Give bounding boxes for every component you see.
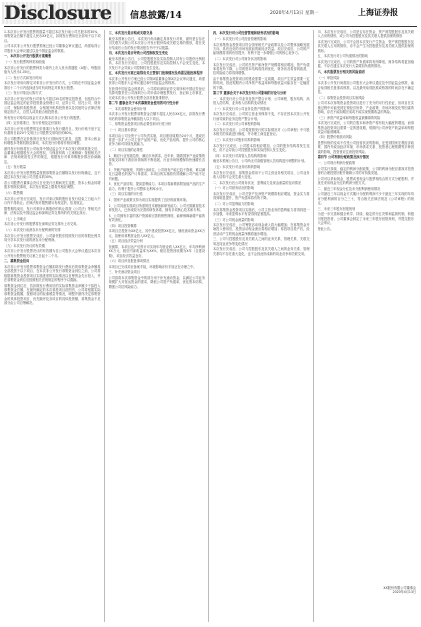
body-paragraph: 本次非公开发行股票完成后，公司新老股东按照发行后的持股比例共同分享本次发行前的滚存未分配利润。 <box>4 233 101 242</box>
body-paragraph: （三）净资产收益率和每股收益被摊薄的风险 <box>317 115 381 120</box>
body-paragraph: 公司拟将本次募集资金中的部分用于补充流动资金，以满足公司业务规模扩大对营运资金的需求，降低公司资产负债率，优化资本结构，增强公司抗风险能力。 <box>108 276 205 289</box>
body-paragraph: 一、本次发行后公司业务及资产整合计划、公司章程、股东结构、高管人员结构、业务收入结构的变动情况 <box>213 96 310 106</box>
body-paragraph: 公司可以采取现金、股票或者现金与股票相结合的方式分配股利，并优先采用现金分红的利润分配方式。 <box>317 176 414 186</box>
body-paragraph: 本次非公开发行的股票种类为境内上市人民币普通股（A股），每股面值为人民币1.00元。 <box>4 65 101 74</box>
body-paragraph: 本次非公开发行股票数量按照募集资金总额除以发行价格确定，且不超过本次发行前公司总股本的30%。 <box>4 171 101 180</box>
body-paragraph: 本次发行完成后，公司的总资产和净资产规模将相应增加，资产负债率将有所下降，公司的资本结构将得到优化，财务状况将得到改善，抗风险能力将得到增强。 <box>213 62 310 76</box>
body-paragraph: 3、公司拥有丰富的客户资源和完善的销售网络，能够保障新增产能的有效消化。 <box>108 213 205 222</box>
body-paragraph: （一）本次发行对公司业务及资产的影响 <box>213 106 270 111</box>
section-heading: 六、本次股票发行相关的风险说明 <box>317 69 365 74</box>
column-2 <box>109 30 210 622</box>
body-paragraph: （三）发行对象及认购方式 <box>4 91 42 96</box>
body-paragraph: （七）上市地点 <box>4 216 26 221</box>
notice-company: XX股份有限公司董事会 <box>383 586 416 590</box>
body-paragraph: 公司最近三年以现金方式累计分配的利润不少于最近三年实现的年均可分配利润的百分之三十，符合相关法律法规及《公司章程》的规定。 <box>317 192 414 206</box>
body-paragraph: （二）对公司盈利能力的影响 <box>213 201 254 206</box>
body-paragraph: 二、本次发行后公司财务状况、盈利能力及现金流量的变动情况 <box>213 180 301 185</box>
body-paragraph: （一）对公司财务状况的影响 <box>213 186 254 191</box>
body-paragraph: 最终发行价格将在公司取得中国证监会关于本次发行的核准批文后，由董事会根据股东大会的授权，与保荐机构（主承销商）按照相关法律、法规和规范性文件的规定，根据发行对象申购报价情况协商确定。 <box>4 146 101 164</box>
body-paragraph: （六）限售期 <box>4 191 23 196</box>
body-paragraph: （二）募集资金投资项目实施风险 <box>317 95 365 100</box>
body-paragraph: （三）对公司现金流量的影响 <box>213 217 254 222</box>
body-paragraph: 股票价格的变动不仅受公司经营状况的影响，还受到国家宏观经济政策、国内外政治经济环境、市场供求关系、投资者心理预期等多种因素的影响，投资者应注意投资风险。 <box>317 141 414 154</box>
body-paragraph: 本次发行完成后，公司筹资活动现金流入将大幅增加；在募集资金开始投入使用后，投资活动现金流出将相应增加；募投项目投产后，经营活动产生的现金流量净额将逐步增加。 <box>213 223 310 236</box>
body-paragraph: 五、本次发行对公司负债情况的影响 <box>317 54 368 59</box>
body-paragraph: （四）定价基准日、发行价格及定价原则 <box>4 121 61 126</box>
section-heading: 四、本次发行是否导致公司控制权发生变化 <box>108 51 169 56</box>
body-paragraph: 所有发行对象均以现金方式认购本次非公开发行的股票。 <box>4 115 83 120</box>
body-paragraph: 本次非公开发行股票决议的有效期为自公司股东大会审议通过本次非公开发行股票相关议案之日起十二个月。 <box>4 249 101 258</box>
body-paragraph: 公司实行持续、稳定的利润分配政策，公司的利润分配应重视对投资者的合理投资回报并兼顾公司的可持续发展。 <box>317 166 414 176</box>
body-paragraph: 1、国家产业政策支持为项目实施提供了良好的政策环境。 <box>108 197 190 202</box>
body-paragraph: （五）项目经济效益分析 <box>108 239 144 244</box>
body-paragraph: 由于募集资金投资项目的建设需要一定周期，项目产生效益需要一定的时间，因此短期内公司净资产收益率和每股收益可能存在一定幅度的下降。 <box>213 76 310 90</box>
body-paragraph: （一）审批风险 <box>317 75 340 80</box>
body-paragraph: 1、顺应行业发展趋势，满足市场需求。近年来，随着国家产业政策的持续支持和下游应用领域的不断拓展，行业市场规模保持快速增长态势。 <box>108 153 205 167</box>
section-heading: 五、本次发行方案已取得有关主管部门批准情况及尚需呈报批准程序 <box>108 71 203 76</box>
body-paragraph: 本次非公开发行方案已经公司第X届董事会第X次会议审议通过，尚需获得公司股东大会审议通过和中国证监会的核准。 <box>108 76 205 86</box>
body-paragraph: 本次非公开发行的股票将在深圳证券交易所上市交易。 <box>4 222 80 227</box>
body-paragraph: 本次非公开发行股票的定价基准日为发行期首日。发行价格不低于定价基准日前20个交易日公司股票交易均价的80%。 <box>4 126 101 136</box>
body-paragraph: 若公司股票在董事会决议日至发行日期间发生送股、资本公积金转增股本等除权事项，本次发行数量上限将作相应调整。 <box>4 181 101 190</box>
body-paragraph: 二、募集资金投资项目的必要性和可行性分析 <box>108 122 172 127</box>
column-1 <box>4 30 105 622</box>
body-paragraph: 本次发行完成后，公司不会因本次发行产生资金、资产被控股股东及其关联人占用的情形，亦不会产生为控股股东及其关联人提供担保的情形。 <box>317 39 414 53</box>
body-paragraph: （五）发行数量 <box>4 165 26 170</box>
body-paragraph: 为进一步完善和健全科学、持续、稳定的分红决策和监督机制，积极回报投资者，公司董事会制定了未来三年股东回报规划，并提交股东大会审议。 <box>317 212 414 225</box>
newspaper-masthead: 上海证券报 <box>358 7 398 17</box>
body-paragraph: 本次募集资金投资项目实施后，公司主营业务的盈利能力将得到进一步加强，未来盈利水平有望得到显著提高。 <box>213 207 310 216</box>
body-paragraph: 限售期结束后，发行对象所认购股份的转让将按《公司法》等相关法律、法规以及中国证监会和深圳证券交易所的有关规定执行。 <box>4 206 101 216</box>
disclosure-banner: Disclosure <box>4 2 112 24</box>
body-paragraph: 本次发行完成后，公司股本将相应增加，公司的股东结构将发生变化，但不会导致公司控股股东和实际控制人发生变化。 <box>213 143 310 153</box>
body-paragraph: 3、优化产品结构，提高盈利能力。本项目将新增高附加值产品的生产能力，有利于提升公司整体毛利率水平。 <box>108 182 205 191</box>
body-paragraph: 一、公司现行利润分配政策 <box>317 161 356 166</box>
body-paragraph: 特此公告。 <box>317 226 334 231</box>
publication-date: 2020年4月13日 星期一 <box>270 11 319 16</box>
body-paragraph: （九）本次发行决议的有效期 <box>4 243 45 248</box>
body-paragraph: 本项目已完成项目备案手续，环境影响评价手续正在办理之中。 <box>108 264 197 269</box>
body-paragraph: （一）发行股票的种类和面值 <box>4 59 45 64</box>
body-paragraph: （一）项目基本情况 <box>108 128 137 133</box>
body-paragraph: （二）本次发行对公司章程的影响 <box>213 122 261 127</box>
body-paragraph: 本次发行采用向特定对象非公开发行的方式，公司将在中国证监会核准后十二个月内选择适当时机向特定对象发行股票。 <box>4 81 101 90</box>
body-paragraph: 公司对本次募集资金投资项目进行了充分的可行性论证，但项目在实施过程中可能受到宏观经济形势、产业政策、市场环境变化等因素的影响，存在不能如期完成或不能实现预期收益的风险。 <box>317 101 414 114</box>
body-paragraph: （四）项目投资概算 <box>108 223 137 228</box>
body-paragraph: 本次发行完成后，公司的主营业务保持不变，不存在因本次非公开发行而导致的业务及资产整合计划。 <box>213 112 310 121</box>
body-paragraph: 本次非公开发行股票募集资金总额不超过人民币XX亿元，扣除发行费用后的募集资金净额拟投入以下项目。 <box>108 112 205 121</box>
body-paragraph: 2、公司具备实施项目所需的技术储备和研发能力。公司长期重视技术研发投入，已形成较为完善的研发体系，拥有多项核心技术和专利。 <box>108 203 205 212</box>
body-paragraph: （三）本次发行对股东结构的影响 <box>213 138 261 143</box>
body-paragraph: 本次发行完成后，公司的资产负债率将有所降低，财务结构将更加稳健，不存在通过本次发行大量增加负债的情况。 <box>317 59 414 69</box>
column-3 <box>213 30 314 622</box>
section-heading: 第四节 公司利润分配政策及执行情况 <box>317 155 369 160</box>
body-paragraph: （六）项目涉及报批事项情况 <box>108 259 150 264</box>
body-paragraph: 截至本预案公告日，公司控股股东及实际控制人持有公司股份比例较高，本次发行完成后，公司控股股东及实际控制人不会发生变化，本次发行不会导致公司控制权发生变化。 <box>108 56 205 70</box>
body-paragraph: 本次发行完成后，公司的总股本和净资产将有较大幅度的增加，而募集资金投资项目需要一定的建设期，短期内公司净资产收益率和每股收益可能被摊薄。 <box>317 121 414 134</box>
body-paragraph: 本次发行完成后，公司与控股股东及其关联人之间的业务关系、管理关系均不存在重大变化，也不会因此形成新的同业竞争和关联交易。 <box>213 247 310 256</box>
body-paragraph: （二）本次发行对公司财务状况的影响 <box>213 56 267 61</box>
body-paragraph: 若公司股票在定价基准日至发行日期间发生派息、送股、资本公积金转增股本等除权除息事项，本次发行价格将作相应调整。 <box>4 136 101 146</box>
article-columns <box>4 30 417 622</box>
body-paragraph: 经测算，本项目达产后预计可实现年均营业收入XX亿元，年均净利润XX万元，税后内部收益率为XX%，税后投资回收期为X年（含建设期），项目经济效益良好。 <box>108 244 205 258</box>
body-paragraph: （三）项目实施的可行性 <box>108 192 144 197</box>
body-paragraph: （二）项目实施的必要性 <box>108 148 144 153</box>
body-paragraph: 本次发行完成后，募集资金将用于公司主营业务相关项目，公司业务收入结构不会发生重大变化。 <box>213 170 310 179</box>
body-paragraph: （二）发行方式和发行时间 <box>4 75 42 80</box>
body-paragraph: （五）本次发行对业务结构的影响 <box>213 164 261 169</box>
notice-date: 2020年4月13日 <box>392 590 416 595</box>
body-paragraph: 三、未来三年股东回报规划 <box>317 206 356 211</box>
body-paragraph: 本次发行完成后，公司总资产及净资产规模将相应增加，资金实力将得到明显提升，资产负债率将有所下降。 <box>213 191 310 201</box>
body-paragraph: 四、本次发行完成后，公司是否存在资金、资产被控股股东及其关联人占用的情形，或公司为控股股东及其关联人提供担保的情形 <box>317 30 414 39</box>
section-heading: 第三节 董事会关于本次发行对公司影响的讨论与分析 <box>213 91 287 96</box>
body-paragraph: 截至本预案公告日，公司尚无对高级管理人员结构进行调整的计划。 <box>213 159 308 164</box>
body-paragraph: 在获得中国证监会核准后，公司将向深圳证券交易所和中国证券登记结算有限责任公司深圳分公司申请办理股票发行、登记和上市事宜，完成本次非公开发行股票全部呈报批准程序。 <box>108 86 205 100</box>
body-paragraph: （八）本次发行前滚存未分配利润的安排 <box>4 227 61 232</box>
body-paragraph: 二、最近三年现金分红及未分配利润使用情况 <box>317 186 381 191</box>
section-heading: 四、本次发行对公司经营管理和财务状况的影响 <box>213 31 279 36</box>
body-paragraph: 本次发行完成后，公司将按照发行的实际情况对《公司章程》中与股本相关的条款进行修改，并办理工商变更登记。 <box>213 128 310 137</box>
section-heading: 第二节 董事会关于本次募集资金使用的可行性分析 <box>108 101 179 106</box>
body-paragraph: 募集资金到位后，若扣除发行费用后的实际募集资金净额少于拟投入募集资金总额，在最终确定的本次募投项目范围内，公司将根据实际募集资金数额，按照项目的轻重缓急等情况，调整并最终决定募集资金的具体投资项目、优先顺序及各项目的具体投资额，募集资金不足部分由公司自筹解决。 <box>4 283 101 305</box>
column-4 <box>318 30 418 622</box>
section-title: 信息披露/14 <box>130 11 182 21</box>
body-paragraph: 2、突破产能瓶颈，巩固行业地位。公司现有产能已趋于饱和，难以满足日益增长的客户订单需求，本项目的实施将有效缓解公司产能不足的问题。 <box>108 168 205 181</box>
body-paragraph: 三、补充流动资金项目 <box>108 270 140 275</box>
body-paragraph: 本次非公开发行的发行对象为不超过35名的特定投资者，包括符合中国证监会规定的证券投资基金管理公司、证券公司、信托公司、财务公司、保险机构投资者、合格境外机构投资者以及其他符合法律法规规定的法人、自然人或其他合格投资者。 <box>4 96 101 114</box>
footer-notice <box>322 586 416 595</box>
section-heading: 二、募集资金投向 <box>4 259 30 264</box>
header-rule <box>4 26 417 27</box>
body-paragraph: （四）股票价格波动风险 <box>317 135 353 140</box>
body-paragraph: 本次非公开发行股票募集资金总额扣除发行费用后的募集资金净额将全部投资于以下项目，在本次非公开发行募集资金到位之前，公司将根据募集资金投资项目实施进度的实际情况以自筹资金先行投入，并在募集资金到位后按照相关法规规定的程序予以置换。 <box>4 264 101 282</box>
body-paragraph: （一）本次发行对公司经营管理的影响 <box>213 36 267 41</box>
body-paragraph: 本次募集资金投资项目符合国家相关产业政策以及公司整体战略发展方向，具有良好的市场发展前景和经济效益。项目完成后，公司的产能规模将得到有效提升，有利于进一步增强公司的核心竞争力。 <box>213 42 310 56</box>
page-header <box>0 0 421 28</box>
body-paragraph: 本次非公开发行完成后，发行对象认购的股份自发行结束之日起六个月内不得转让。法律法规对限售期另有规定的，依其规定。 <box>4 196 101 206</box>
body-paragraph: 三、公司与控股股东及其关联人之间的业务关系、管理关系、关联交易及同业竞争等变化情况 <box>213 237 310 246</box>
body-paragraph: 1.本次非公开发行股票的数量不超过本次发行前公司总股本的30%，募集资金总额不超过人民币XX亿元，扣除发行费用后全部用于以下项目。 <box>4 30 101 43</box>
body-paragraph: 公司本次非公开发行股票预案已经公司董事会审议通过，尚需取得公司股东大会审议通过以及中国证监会的核准。 <box>4 44 101 53</box>
body-paragraph: 一、本次募集资金使用计划 <box>108 106 147 111</box>
body-paragraph: （四）本次发行对高管人员结构的影响 <box>213 153 267 158</box>
body-paragraph: 本次非公开发行尚需经公司股东大会审议通过及中国证监会核准，能否取得相关批准或核准，以及最终取得批准或核准的时间存在不确定性。 <box>317 81 414 94</box>
body-paragraph: 本项目由公司全资子公司负责实施，项目建设周期为24个月，建成后将进一步扩大公司主营产品的产能，优化产品结构，提升公司的核心竞争力和可持续发展能力。 <box>108 133 205 147</box>
body-paragraph: 截至本预案公告日，本次发行尚未确定具体发行对象，最终是否存在因关联方认购公司本次非公开发行股份构成关联交易的情形，将在发行结束后公告的发行情况报告书中予以披露。 <box>108 36 205 50</box>
section-heading: 三、本次发行是否构成关联交易 <box>108 31 153 36</box>
body-paragraph: 本项目总投资为XX亿元，其中建设投资XX亿元，铺底流动资金XX万元，拟使用募集资金投入XX亿元。 <box>108 229 205 238</box>
section-heading: 一、本次非公开发行股票方案概要 <box>4 54 52 59</box>
